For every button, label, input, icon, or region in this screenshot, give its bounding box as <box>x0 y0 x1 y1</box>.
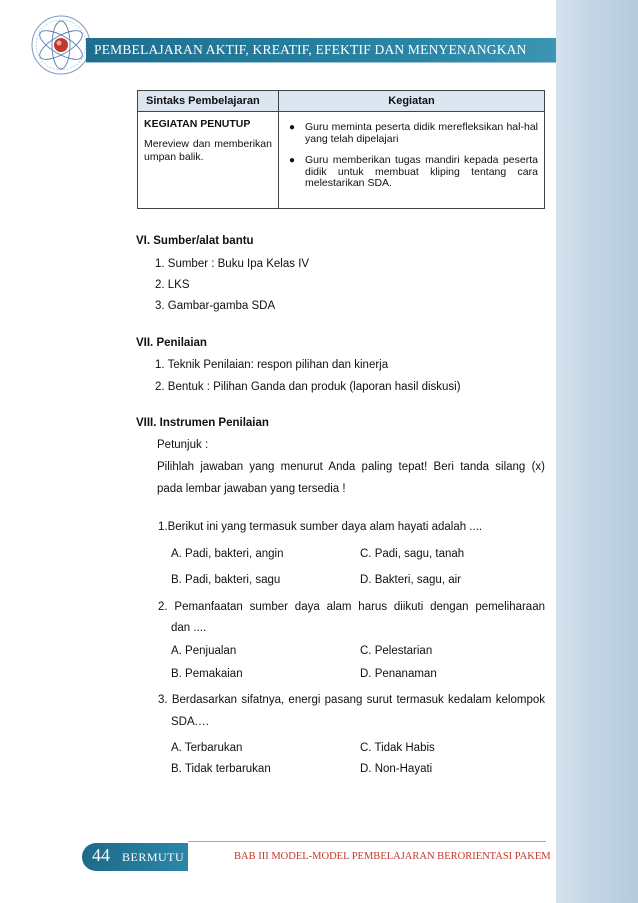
question-2-text-line2: dan .... <box>171 622 207 634</box>
list-item <box>285 122 538 145</box>
row-title: KEGIATAN PENUTUP <box>144 118 251 130</box>
question-1-text: 1.Berikut ini yang termasuk sumber daya alam hayati adalah .... <box>158 521 483 533</box>
activity-text: Guru memberikan tugas mandiri kepada peserta didik untuk membuat kliping tentang cara melestarikan SDA. <box>305 154 538 189</box>
table-header-kegiatan: Kegiatan <box>279 91 545 112</box>
option-a: A. Terbarukan <box>171 742 243 754</box>
row-description: Mereview dan memberikan umpan balik. <box>144 138 272 163</box>
petunjuk-label: Petunjuk : <box>157 439 209 451</box>
option-d: D. Non-Hayati <box>360 763 433 775</box>
activity-list <box>285 122 538 190</box>
list-item: 2. Bentuk : Pilihan Ganda dan produk (laporan hasil diskusi) <box>155 381 461 393</box>
option-a: A. Padi, bakteri, angin <box>171 548 284 560</box>
header-title: PEMBELAJARAN AKTIF, KREATIF, EFEKTIF DAN MENYENANGKAN <box>94 42 527 57</box>
footer-brand: BERMUTU <box>122 850 185 864</box>
option-c: C. Pelestarian <box>360 645 433 657</box>
list-item <box>285 155 538 190</box>
list-item: 3. Gambar-gamba SDA <box>155 300 276 312</box>
petunjuk-text-line2: pada lembar jawaban yang tersedia ! <box>157 483 346 495</box>
option-c: C. Tidak Habis <box>360 742 435 754</box>
option-b: B. Padi, bakteri, sagu <box>171 574 281 586</box>
bullet-icon: ● <box>289 122 296 133</box>
table-row <box>138 112 545 209</box>
section-title-sumber: VI. Sumber/alat bantu <box>136 235 254 247</box>
table-header-row <box>138 91 545 112</box>
activity-text: Guru meminta peserta didik merefleksikan hal-hal yang telah dipelajari <box>305 121 538 145</box>
table-header-sintaks: Sintaks Pembelajaran <box>138 91 279 112</box>
list-item: 1. Teknik Penilaian: respon pilihan dan kinerja <box>155 359 389 371</box>
table-cell-kegiatan <box>279 112 545 209</box>
section-title-penilaian: VII. Penilaian <box>136 337 207 349</box>
question-3-text-line2: SDA.… <box>171 716 210 728</box>
option-b: B. Tidak terbarukan <box>171 763 271 775</box>
footer-divider <box>188 841 546 842</box>
option-d: D. Bakteri, sagu, air <box>360 574 461 586</box>
option-b: B. Pemakaian <box>171 668 243 680</box>
list-item: 1. Sumber : Buku Ipa Kelas IV <box>155 258 310 270</box>
footer-chapter-title: BAB III MODEL-MODEL PEMBELAJARAN BERORIENTASI PAKEM <box>234 851 551 862</box>
option-c: C. Padi, sagu, tanah <box>360 548 465 560</box>
bullet-icon: ● <box>289 155 296 166</box>
question-3-text-line1: 3. Berdasarkan sifatnya, energi pasang surut termasuk kedalam kelompok <box>158 694 545 706</box>
atom-logo-icon <box>30 14 92 76</box>
page-side-band <box>556 0 638 903</box>
table-cell-sintaks <box>138 112 279 209</box>
section-title-instrumen: VIII. Instrumen Penilaian <box>136 417 269 429</box>
sintaks-table <box>137 90 545 209</box>
option-a: A. Penjualan <box>171 645 237 657</box>
petunjuk-text-line1: Pilihlah jawaban yang menurut Anda paling tepat! Beri tanda silang (x) <box>157 461 545 473</box>
list-item: 2. LKS <box>155 279 190 291</box>
option-d: D. Penanaman <box>360 668 437 680</box>
question-2-text-line1: 2. Pemanfaatan sumber daya alam harus diikuti dengan pemeliharaan <box>158 601 545 613</box>
page-number: 44 <box>92 845 110 865</box>
